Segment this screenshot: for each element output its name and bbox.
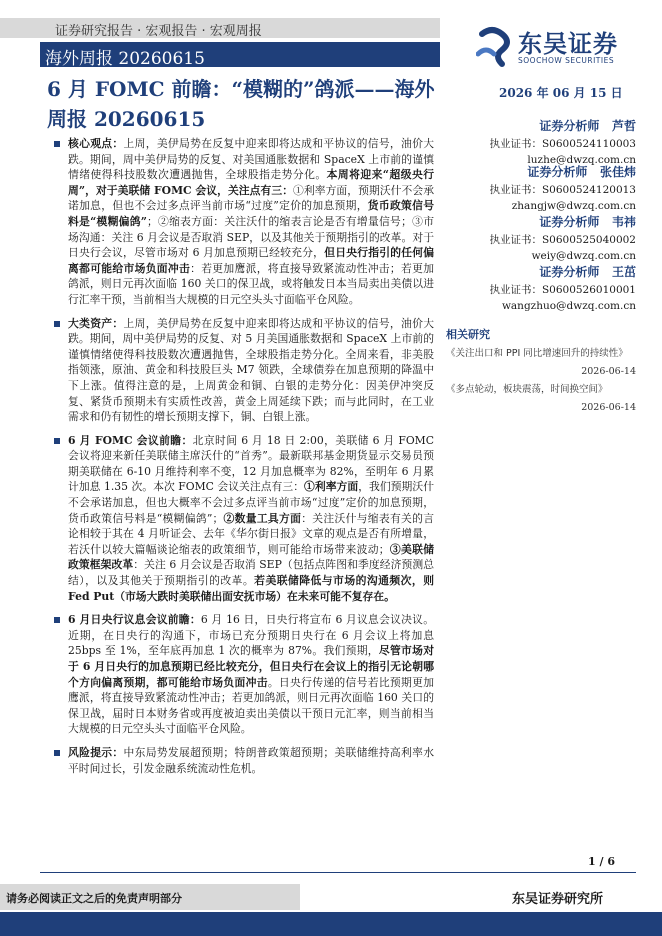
- analyst-role-line: 证券分析师 芦哲: [539, 119, 636, 133]
- analyst-cert: 执业证书：S0600524110003: [489, 138, 636, 150]
- analyst-cert: 执业证书：S0600526010001: [489, 284, 636, 296]
- paragraph-core-view: 核心观点：上周，美伊局势在反复中迎来即将达成和平协议的信号，油价大跌。期间，周中美伊局势的反复、对美国通胀数据和 SpaceX 上市前的谨慎情绪使得科技股数次遭遇抛售，全球股指走势分化。本周将迎来“超级央行周”，对于美联储 FOMC 会议，关注点有三：①利率方面，预期沃什不会承诺加息，但也不会过多点评当前市场“过度”定价的加息预期，货币政策信号料是“模糊偏鸽”；②缩表方面：关注沃什的缩表言论是否有增量信号；③市场沟通：关注 6 月会议是否取消 SEP，以及其他关于预期指引的改革。对于日央行会议，尽管市场对 6 月加息预期已经较充分，但日央行指引的任何偏离都可能给市场负面冲击：若更加鹰派，将直接导致紧流动性冲击；若更加鸽派，则日元再次面临 160 关口的保卫战，或将触发日本当局卖出美债以进行汇率干预，当前相当大规模的日元空头头寸面临平仓风险。: [54, 136, 434, 308]
- analyst-name: 王茁: [611, 265, 636, 279]
- analyst-name: 韦祎: [611, 215, 636, 229]
- analyst-name: 芦哲: [611, 119, 636, 133]
- related-research: [446, 326, 636, 418]
- analyst-block: [460, 162, 636, 214]
- related-title: 相关研究: [446, 328, 490, 341]
- related-item[interactable]: 《多点轮动，板块震荡，时间换空间》: [446, 384, 608, 395]
- institute-name: 东吴证券研究所: [512, 892, 604, 907]
- paragraph-risk-warning: 风险提示：中东局势发展超预期；特朗普政策超预期；美联储维持高利率水平时间过长，引发金融系统流动性危机。: [54, 745, 434, 776]
- report-title: 6 月 FOMC 前瞻：“模糊的”鸽派——海外周报 20260615: [47, 77, 435, 131]
- footer-band: [0, 912, 662, 936]
- analyst-role-line: 证券分析师 王茁: [539, 265, 636, 279]
- breadcrumb: 证券研究报告 · 宏观报告 · 宏观周报: [55, 24, 262, 39]
- paragraph-boj-preview: 6 月日央行议息会议前瞻：6 月 16 日，日央行将宣布 6 月议息会议决议。近期，在日央行的沟通下，市场已充分预期日央行在 6 月会议上将加息 25bps 至 1%，至年底再加息 1 次的概率为 87%。我们预期，尽管市场对于 6 月日央行的加息预期已经比较充分，但日央行在会议上的指引无论朝哪个方向偏离预期，都可能给市场负面冲击。日央行传递的信号若比预期更加鹰派，将直接导致紧流动性冲击；若更加鸽派，则日元再次面临 160 关口的保卫战，届时日本财务省或再度被迫卖出美债以干预日元汇率，则当前相当大规模的日元空头头寸面临平仓风险。: [54, 612, 434, 737]
- analyst-email[interactable]: luzhe@dwzq.com.cn: [527, 154, 636, 166]
- paragraph-fomc-preview: 6 月 FOMC 会议前瞻：北京时间 6 月 18 日 2:00，美联储 6 月 FOMC 会议将迎来新任美联储主席沃什的“首秀”。最新联邦基金期货显示交易员预期美联储在 6-10 月维持利率不变，12 月加息概率为 82%，至明年 6 月累计加息 1.35 次。本次 FOMC 会议关注点有三：①利率方面，我们预期沃什不会承诺加息，但也大概率不会过多点评当前市场“过度”定价的加息预期，货币政策信号料是“模糊偏鸽”；②数量工具方面：关注沃什与缩表有关的言论相较于其在 4 月听证会、去年《华尔街日报》文章的观点是否有所增量，若沃什以较大篇幅谈论缩表的政策细节，则可能给市场带来波动；③美联储政策框架改革：关注 6 月会议是否取消 SEP（包括点阵图和季度经济预测总结），以及其他关于预期指引的改革。若美联储降低与市场的沟通频次，则 Fed Put（市场大跌时美联储出面安抚市场）在未来可能不复存在。: [54, 433, 434, 605]
- page-number: 1 / 6: [588, 855, 615, 868]
- analyst-email[interactable]: wangzhuo@dwzq.com.cn: [501, 300, 636, 312]
- analyst-role-line: 证券分析师 张佳炜: [527, 165, 636, 179]
- report-date: 2026 年 06 月 15 日: [499, 86, 623, 100]
- analyst-block: [460, 116, 636, 168]
- logo-text: 东吴证券: [518, 30, 618, 58]
- analyst-cert: 执业证书：S0600525040002: [489, 234, 636, 246]
- analyst-block: [460, 262, 636, 314]
- analyst-cert: 执业证书：S0600524120013: [489, 184, 636, 196]
- paragraph-asset-classes: 大类资产：上周，美伊局势在反复中迎来即将达成和平协议的信号，油价大跌。期间，周中美伊局势的反复、对 5 月美国通胀数据和 SpaceX 上市前的谨慎情绪使得科技股数次遭遇抛售，全球股指走势分化。全周来看，非美股指领涨，原油、黄金和科技股巨头 M7 领跌，全球债券在加息预期的降温中下上涨。值得注意的是，上周黄金和铜、白银的走势分化：因美伊冲突反复、紧货币预期未有实质性改善，黄金上周延续下跌；而与此同时，在工业需求和仍有韧性的增长预期支撑下，铜、白银上涨。: [54, 316, 434, 425]
- related-item[interactable]: 《关注出口和 PPI 同比增速回升的持续性》: [446, 348, 628, 359]
- disclaimer-note: 请务必阅读正文之后的免责声明部分: [6, 892, 182, 905]
- analyst-role-line: 证券分析师 韦祎: [539, 215, 636, 229]
- analyst-email[interactable]: zhangjw@dwzq.com.cn: [511, 200, 636, 212]
- analyst-name: 张佳炜: [599, 165, 636, 179]
- analyst-email[interactable]: weiy@dwzq.com.cn: [531, 250, 636, 262]
- logo-english-text: SOOCHOW SECURITIES: [518, 56, 615, 65]
- report-subtitle: 海外周报 20260615: [45, 49, 205, 69]
- footer-divider: [40, 872, 636, 873]
- related-date: 2026-06-14: [581, 402, 636, 413]
- analyst-block: [460, 212, 636, 264]
- related-date: 2026-06-14: [581, 366, 636, 377]
- main-content: [54, 136, 434, 784]
